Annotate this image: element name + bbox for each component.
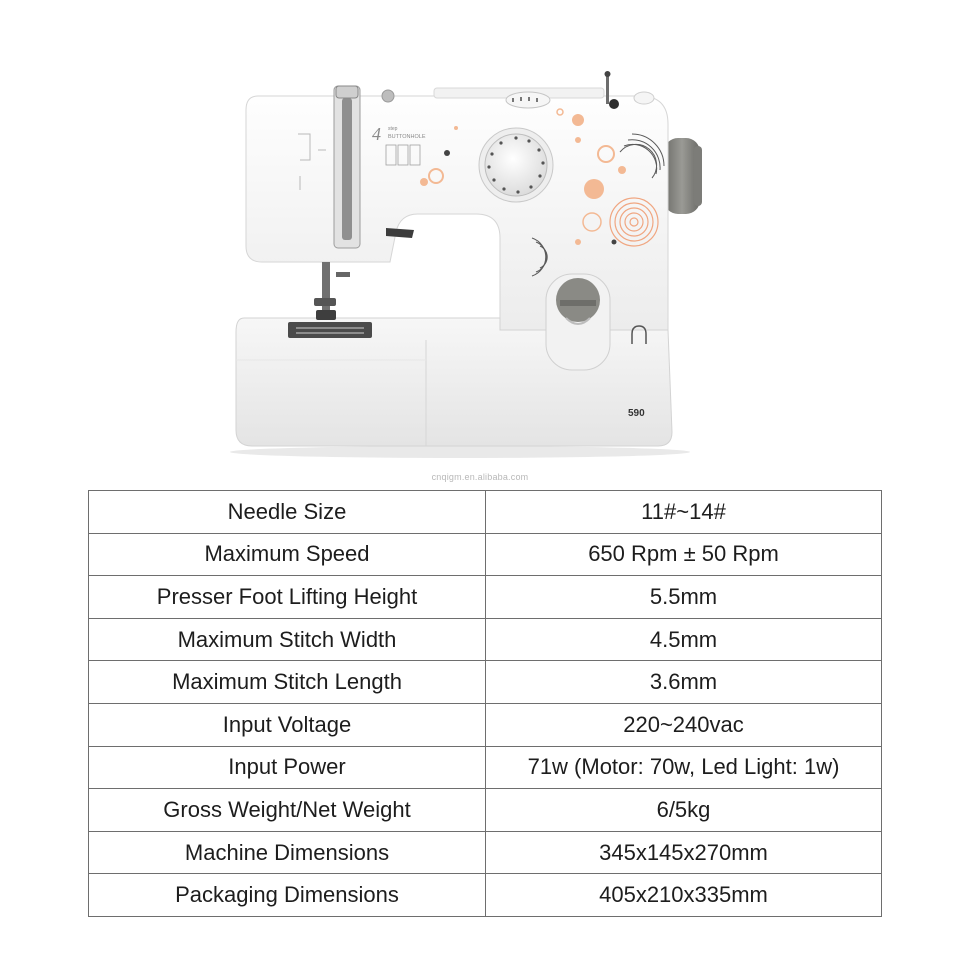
table-row [89,533,882,576]
buttonhole-label: BUTTONHOLE [388,134,426,140]
spec-value: 11#~14# [486,491,882,534]
spec-label: Maximum Stitch Length [89,661,486,704]
watermark-text: cnqigm.en.alibaba.com [431,472,529,482]
table-row [89,789,882,832]
spec-label: Gross Weight/Net Weight [89,789,486,832]
table-row [89,874,882,917]
table-row [89,491,882,534]
spec-label: Needle Size [89,491,486,534]
buttonhole-step-text: step [388,126,398,132]
spec-value: 3.6mm [486,661,882,704]
table-row [89,661,882,704]
spec-label: Input Voltage [89,703,486,746]
spec-value: 345x145x270mm [486,831,882,874]
spec-label: Machine Dimensions [89,831,486,874]
spec-value: 405x210x335mm [486,874,882,917]
spec-label: Packaging Dimensions [89,874,486,917]
spec-label: Input Power [89,746,486,789]
spec-value: 6/5kg [486,789,882,832]
table-row [89,576,882,619]
stitch-selector-dial [479,128,553,202]
spec-label: Maximum Speed [89,533,486,576]
spec-value: 71w (Motor: 70w, Led Light: 1w) [486,746,882,789]
spec-value: 5.5mm [486,576,882,619]
table-row [89,746,882,789]
specifications-table [88,490,882,917]
table-row [89,831,882,874]
spec-value: 4.5mm [486,618,882,661]
model-number-label: 590 [628,408,645,419]
spec-label: Presser Foot Lifting Height [89,576,486,619]
bobbin-knob [546,274,610,370]
table-row [89,618,882,661]
spec-value: 650 Rpm ± 50 Rpm [486,533,882,576]
handwheel [664,138,702,214]
spec-label: Maximum Stitch Width [89,618,486,661]
spec-value: 220~240vac [486,703,882,746]
table-row [89,703,882,746]
buttonhole-step-number: 4 [372,124,381,144]
